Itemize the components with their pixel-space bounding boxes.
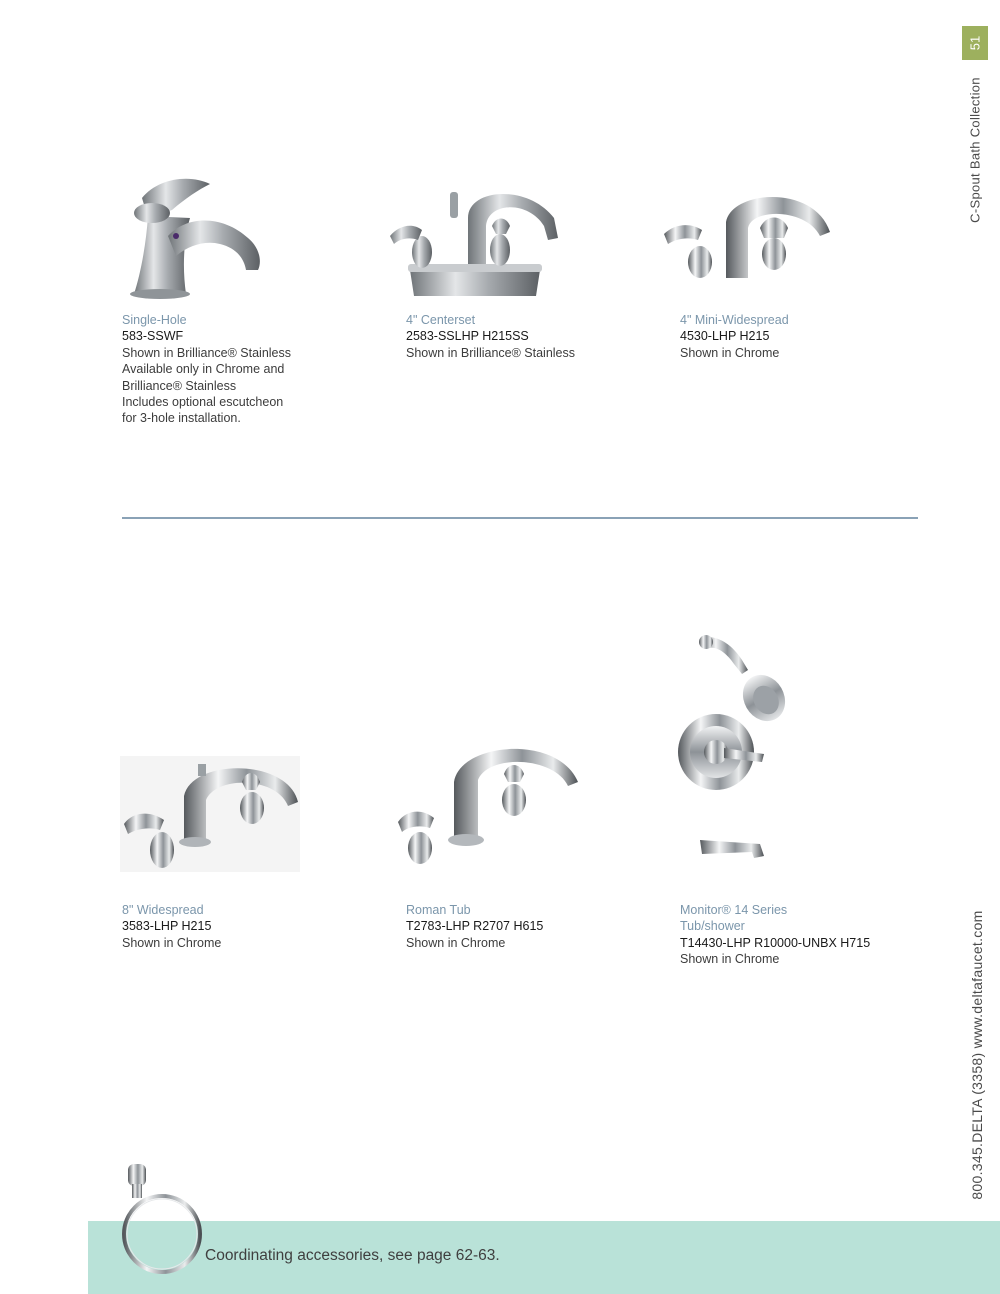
product-note: Shown in Chrome <box>406 935 506 950</box>
product-category: Single-Hole <box>122 313 187 327</box>
product-note: Shown in Brilliance® Stainless <box>406 345 576 360</box>
product-model: 583-SSWF <box>122 329 184 344</box>
product-category: Monitor® 14 Series <box>680 903 788 917</box>
footer-accessories-note: Coordinating accessories, see page 62-63. <box>205 1247 500 1264</box>
product-category: 8" Widespread <box>122 903 204 917</box>
centerset-faucet-image <box>388 178 563 306</box>
product-note: Shown in Chrome <box>680 345 780 360</box>
section-title: C-Spout Bath Collection <box>967 77 983 223</box>
product-note: Shown in Chrome <box>680 952 780 967</box>
towel-ring-icon <box>120 1160 210 1278</box>
product-model: 2583-SSLHP H215SS <box>406 329 529 344</box>
product-category: 4" Centerset <box>406 313 476 327</box>
product-model: T14430-LHP R10000-UNBX H715 <box>680 935 871 950</box>
product-mini-widespread <box>680 312 920 361</box>
page-number: 51 <box>967 35 983 51</box>
single-hole-faucet-image <box>128 176 268 301</box>
widespread-faucet-image <box>120 756 300 872</box>
product-category: 4" Mini-Widespread <box>680 313 789 327</box>
contact-info: 800.345.DELTA (3358) www.deltafaucet.com <box>969 910 985 1200</box>
product-note: Shown in Brilliance® Stainless <box>122 345 292 360</box>
product-model: 4530-LHP H215 <box>680 329 770 344</box>
product-model: 3583-LHP H215 <box>122 919 212 934</box>
product-centerset <box>406 312 646 361</box>
product-note: Includes optional escutcheon <box>122 395 284 410</box>
product-note: Brilliance® Stainless <box>122 378 237 393</box>
product-note: for 3-hole installation. <box>122 411 241 426</box>
product-roman-tub <box>406 902 646 951</box>
product-single-hole <box>122 312 362 427</box>
tub-shower-set-image <box>672 630 792 875</box>
product-note: Available only in Chrome and <box>122 362 285 377</box>
page-number-tab <box>962 26 988 60</box>
product-widespread <box>122 902 362 951</box>
product-category: Roman Tub <box>406 903 471 917</box>
roman-tub-faucet-image <box>398 738 580 866</box>
mini-widespread-faucet-image <box>664 188 832 283</box>
section-divider <box>122 517 918 519</box>
product-category-line2: Tub/shower <box>680 919 745 934</box>
product-note: Shown in Chrome <box>122 935 222 950</box>
product-tub-shower <box>680 902 940 968</box>
product-model: T2783-LHP R2707 H615 <box>406 919 544 934</box>
